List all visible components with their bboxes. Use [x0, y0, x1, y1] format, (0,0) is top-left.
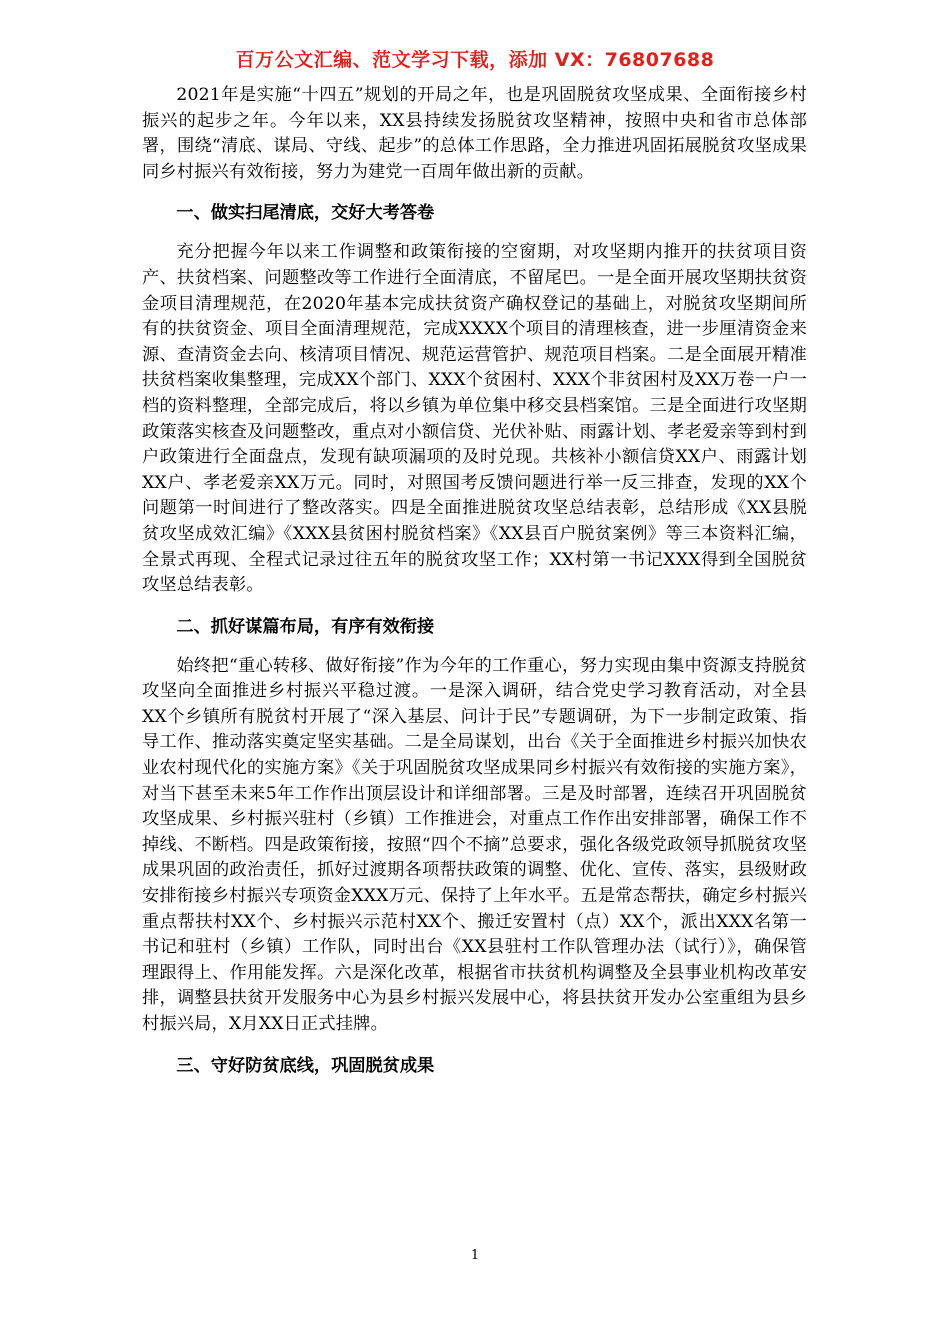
section-heading-3: 三、守好防贫底线，巩固脱贫成果 [176, 1055, 435, 1076]
section-2-paragraph: 始终把“重心转移、做好衔接”作为今年的工作重心，努力实现由集中资源支持脱贫攻坚向全面推进乡村振兴平稳过渡。一是深入调研，结合党史学习教育活动，对全县XX个乡镇所有脱贫村开展了“深入基层、问计于民”专题调研，为下一步制定政策、指导工作、推动落实奠定坚实基础。二是全局谋划，出台《关于全面推进乡村振兴加快农业农村现代化的实施方案》《关于巩固脱贫攻坚成果同乡村振兴有效衔接的实施方案》，对当下甚至未来5年工作作出顶层设计和详细部署。三是及时部署，连续召开巩固脱贫攻坚成果、乡村振兴驻村（乡镇）工作推进会，对重点工作作出安排部署，确保工作不掉线、不断档。四是政策衔接，按照“四个不摘”总要求，强化各级党政领导抓脱贫攻坚成果巩固的政治责任，抓好过渡期各项帮扶政策的调整、优化、宣传、落实，县级财政安排衔接乡村振兴专项资金XXX万元、保持了上年水平。五是常态帮扶，确定乡村振兴重点帮扶村XX个、乡村振兴示范村XX个、搬迁安置村（点）XX个，派出XXX名第一书记和驻村（乡镇）工作队，同时出台《XX县驻村工作队管理办法（试行）》，确保管理跟得上、作用能发挥。六是深化改革，根据省市扶贫机构调整及全县事业机构改革安排，调整县扶贫开发服务中心为县乡村振兴发展中心，将县扶贫开发办公室重组为县乡村振兴局，X月XX日正式挂牌。 [142, 655, 807, 1034]
document-body [142, 83, 807, 1093]
page-number: 1 [470, 1248, 480, 1263]
section-1-paragraph: 充分把握今年以来工作调整和政策衔接的空窗期，对攻坚期内推开的扶贫项目资产、扶贫档案、问题整改等工作进行全面清底，不留尾巴。一是全面开展攻坚期扶贫资金项目清理规范，在2020年基本完成扶贫资产确权登记的基础上，对脱贫攻坚期间所有的扶贫资金、项目全面清理规范，完成XXXX个项目的清理核查，进一步厘清资金来源、查清资金去向、核清项目情况、规范运营管护、规范项目档案。二是全面展开精准扶贫档案收集整理，完成XX个部门、XXX个贫困村、XXX个非贫困村及XX万卷一户一档的资料整理，全部完成后，将以乡镇为单位集中移交县档案馆。三是全面进行攻坚期政策落实核查及问题整改，重点对小额信贷、光伏补贴、雨露计划、孝老爱亲等到村到户政策进行全面盘点，发现有缺项漏项的及时兑现。共核补小额信贷XX户、雨露计划XX户、孝老爱亲XX万元。同时，对照国考反馈问题进行举一反三排查，发现的XX个问题第一时间进行了整改落实。四是全面推进脱贫攻坚总结表彰，总结形成《XX县脱贫攻坚成效汇编》《XXX县贫困村脱贫档案》《XX县百户脱贫案例》等三本资料汇编，全景式再现、全程式记录过往五年的脱贫攻坚工作；XX村第一书记XXX得到全国脱贫攻坚总结表彰。 [142, 242, 807, 596]
section-heading-1: 一、做实扫尾清底，交好大考答卷 [176, 203, 435, 224]
header-banner: 百万公文汇编、范文学习下载，添加 VX：76807688 [235, 49, 715, 71]
intro-paragraph: 2021年是实施“十四五”规划的开局之年，也是巩固脱贫攻坚成果、全面衔接乡村振兴的起步之年。今年以来，XX县持续发扬脱贫攻坚精神，按照中央和省市总体部署，围绕“清底、谋局、守线、起步”的总体工作思路，全力推进巩固拓展脱贫攻坚成果同乡村振兴有效衔接，努力为建党一百周年做出新的贡献。 [142, 85, 807, 182]
section-heading-2: 二、抓好谋篇布局，有序有效衔接 [176, 616, 435, 637]
